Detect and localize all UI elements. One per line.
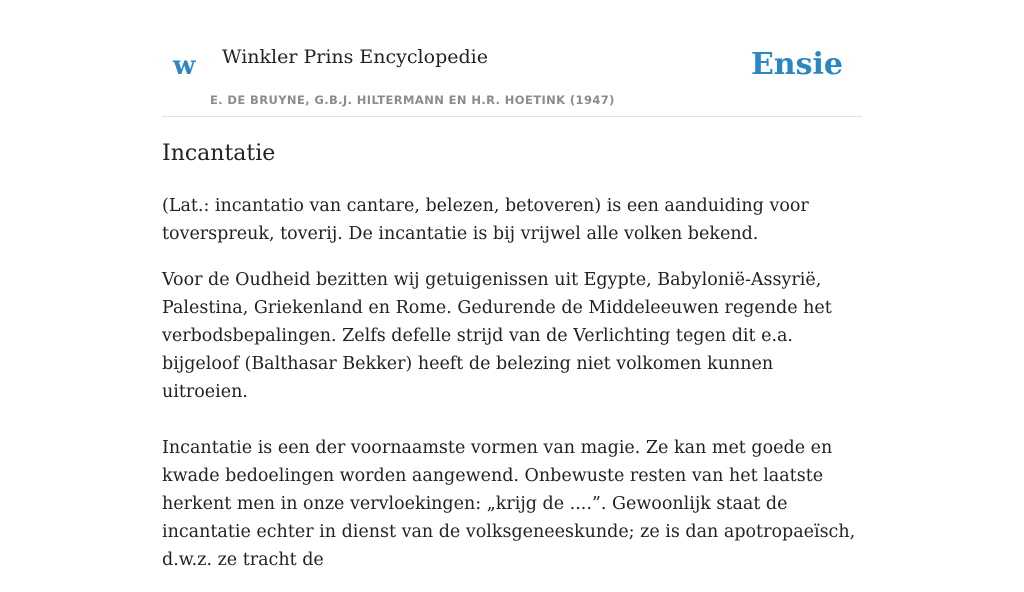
article-paragraph-3: Incantatie is een der voornaamste vormen van magie. Ze kan met goede en kwade bedoelingen worden aangewend. Onbewuste resten van het laatste herkent men in onze vervloekingen: „krijg de ....”. Gewoonlijk staat de incantatie echter in dienst van de volksgeneeskunde; ze is dan apotropaeïsch, d.w.z. ze tracht de: [162, 438, 856, 570]
article-body: [162, 138, 862, 592]
publication-title[interactable]: Winkler Prins Encyclopedie: [222, 46, 488, 68]
ensie-logo[interactable]: Ensie: [750, 47, 843, 82]
article-title: Incantatie: [162, 141, 276, 166]
article-paragraph-2: Voor de Oudheid bezitten wij getuigenissen uit Egypte, Babylonië-Assyrië, Palestina, Griekenland en Rome. Gedurende de Middeleeuwen regende het verbodsbepalingen. Zelfs defelle strijd van de Verlichting tegen dit e.a. bijgeloof (Balthasar Bekker) heeft de belezing niet volkomen kunnen uitroeien.: [162, 270, 832, 402]
article-paragraph-1: (Lat.: incantatio van cantare, belezen, betoveren) is een aanduiding voor toverspreuk, toverij. De incantatie is bij vrijwel alle volken bekend.: [162, 196, 809, 244]
winkler-prins-logo-icon[interactable]: w: [173, 51, 196, 81]
publication-authors: E. DE BRUYNE, G.B.J. HILTERMANN EN H.R. HOETINK (1947): [210, 93, 615, 107]
site-header: [162, 0, 862, 117]
